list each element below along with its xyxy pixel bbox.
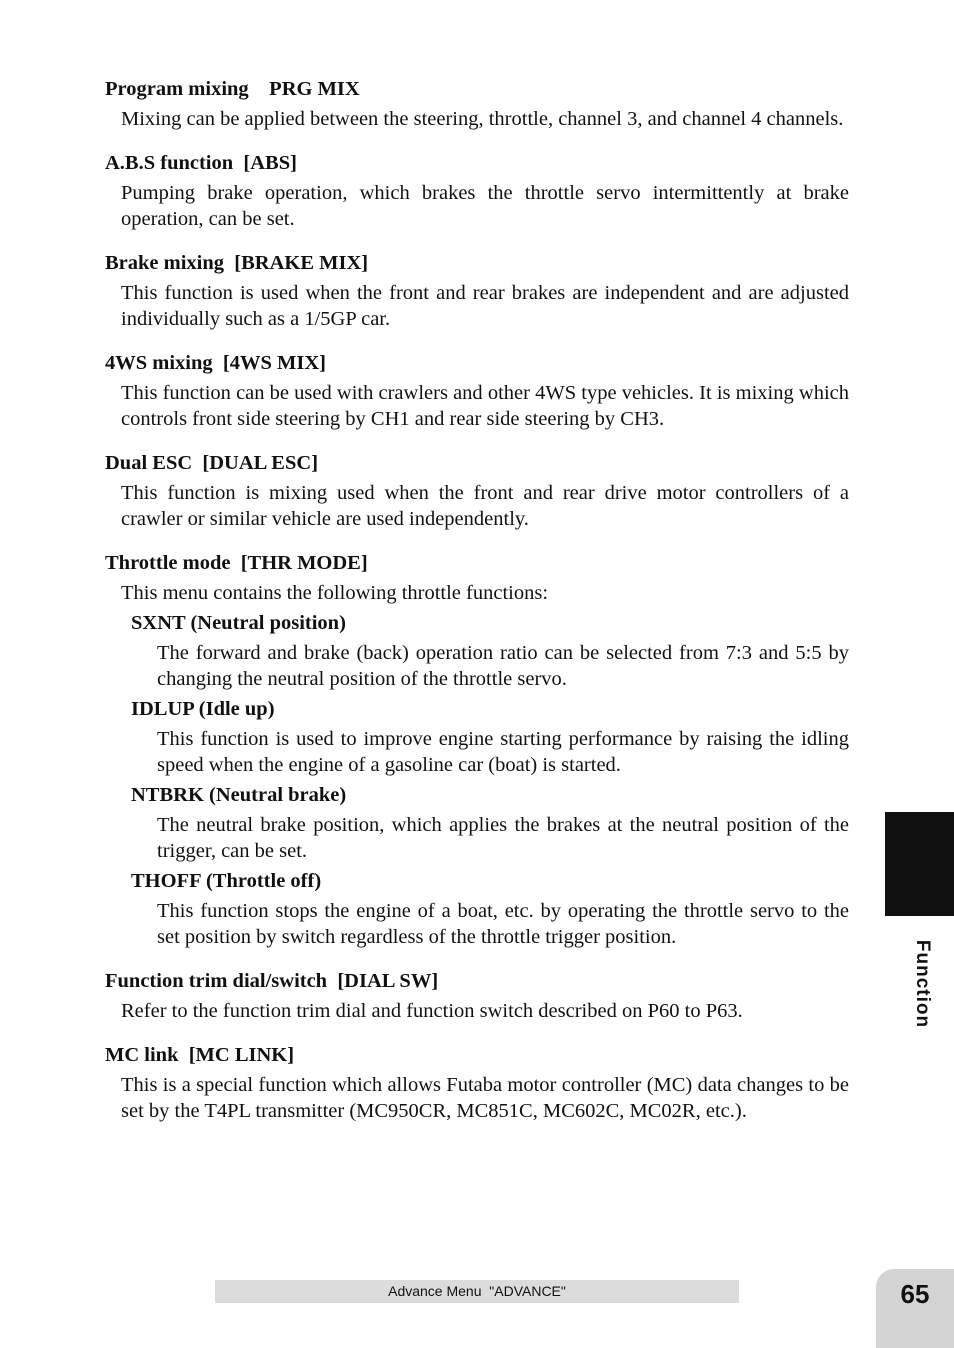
section-body: Pumping brake operation, which brakes the throttle servo intermittently at brake operation, can be set. xyxy=(121,182,849,230)
section-prg-mix xyxy=(105,76,849,132)
section-mc-link xyxy=(105,1042,849,1124)
section-heading: 4WS mixing [4WS MIX] xyxy=(105,352,326,374)
section-heading: MC link [MC LINK] xyxy=(105,1044,295,1066)
subsection-heading-ntbrk: NTBRK (Neutral brake) xyxy=(131,784,347,806)
subsection-body-ntbrk: The neutral brake position, which applies the brakes at the neutral position of the trigger, can be set. xyxy=(157,814,849,862)
footer-section-title: Advance Menu "ADVANCE" xyxy=(215,1280,739,1303)
subsection-body-sxnt: The forward and brake (back) operation ratio can be selected from 7:3 and 5:5 by changing the neutral position of the throttle servo. xyxy=(157,642,849,690)
subsection-body-thoff: This function stops the engine of a boat, etc. by operating the throttle servo to the set position by switch regardless of the throttle trigger position. xyxy=(157,900,849,948)
section-body: This is a special function which allows Futaba motor controller (MC) data changes to be set by the T4PL transmitter (MC950CR, MC851C, MC602C, MC02R, etc.). xyxy=(121,1074,849,1122)
section-brake-mix xyxy=(105,250,849,332)
page-content xyxy=(105,76,849,1124)
section-heading: Function trim dial/switch [DIAL SW] xyxy=(105,970,439,992)
chapter-tab-marker xyxy=(885,812,954,916)
chapter-tab-label: Function xyxy=(912,939,933,1029)
section-body: This function can be used with crawlers and other 4WS type vehicles. It is mixing which controls front side steering by CH1 and rear side steering by CH3. xyxy=(121,382,849,430)
section-heading: Throttle mode [THR MODE] xyxy=(105,552,368,574)
page-number-box xyxy=(876,1269,954,1348)
section-dial-sw xyxy=(105,968,849,1024)
section-body: This function is used when the front and rear brakes are independent and are adjusted individually such as a 1/5GP car. xyxy=(121,282,849,330)
subsection-heading-thoff: THOFF (Throttle off) xyxy=(131,870,322,892)
section-thr-mode xyxy=(105,550,849,950)
section-heading: Brake mixing [BRAKE MIX] xyxy=(105,252,369,274)
section-heading: Dual ESC [DUAL ESC] xyxy=(105,452,319,474)
section-intro: This menu contains the following throttle functions: xyxy=(121,582,549,604)
section-dual-esc xyxy=(105,450,849,532)
subsection-body-idlup: This function is used to improve engine starting performance by raising the idling speed when the engine of a gasoline car (boat) is started. xyxy=(157,728,849,776)
section-body: Refer to the function trim dial and function switch described on P60 to P63. xyxy=(121,1000,743,1022)
page-number: 65 xyxy=(900,1279,930,1309)
section-heading: Program mixing PRG MIX xyxy=(105,78,360,100)
subsection-heading-sxnt: SXNT (Neutral position) xyxy=(131,612,346,634)
section-abs xyxy=(105,150,849,232)
section-body: Mixing can be applied between the steering, throttle, channel 3, and channel 4 channels. xyxy=(121,108,844,130)
section-4ws-mix xyxy=(105,350,849,432)
section-heading: A.B.S function [ABS] xyxy=(105,152,297,174)
section-body: This function is mixing used when the front and rear drive motor controllers of a crawler or similar vehicle are used independently. xyxy=(121,482,849,530)
subsection-heading-idlup: IDLUP (Idle up) xyxy=(131,698,275,720)
